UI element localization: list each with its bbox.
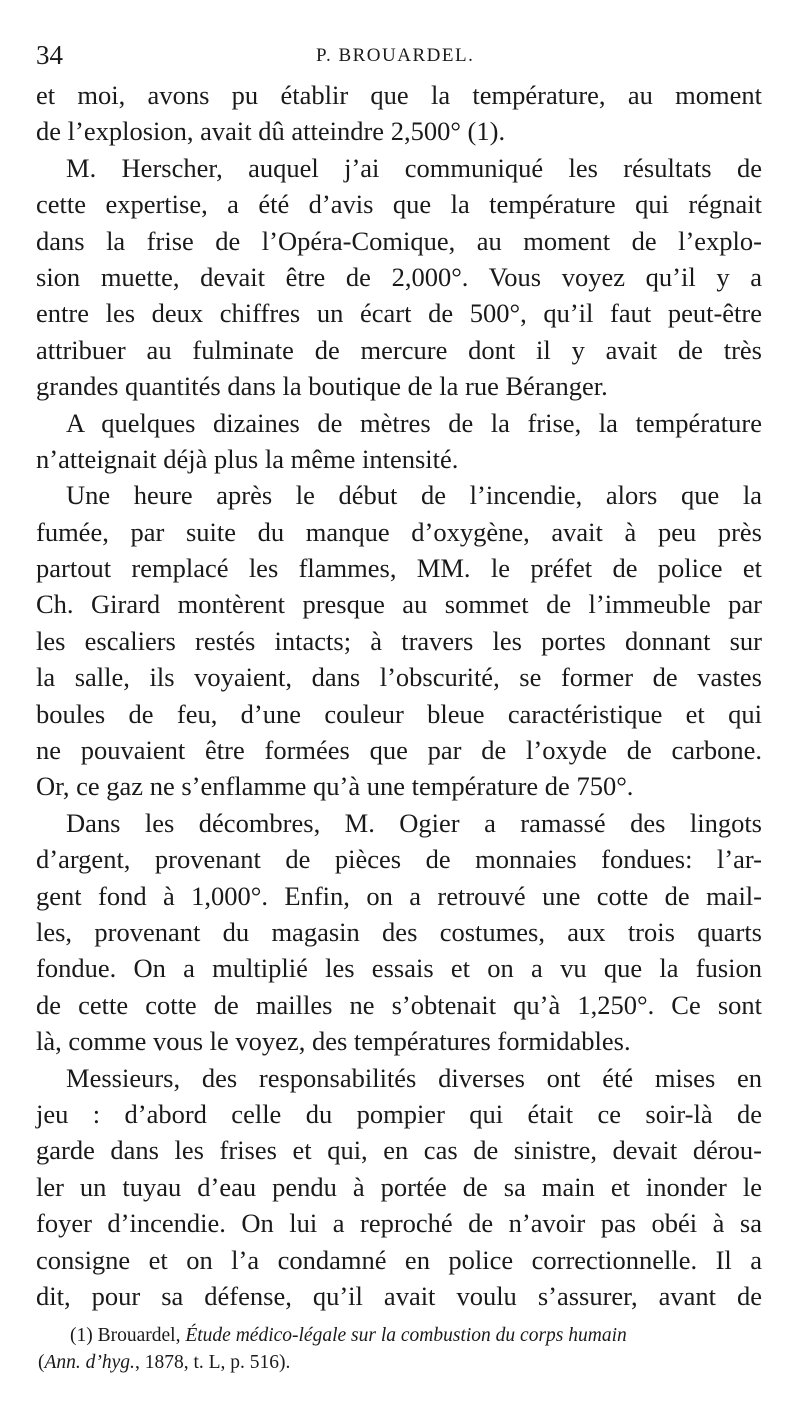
running-head: P. BROUARDEL. <box>316 45 475 66</box>
text-line: d’argent, provenant de pièces de monnaies fondues: l’ar- <box>36 844 762 875</box>
text-line: de l’explosion, avait dû atteindre 2,500° (1). <box>36 116 506 147</box>
footnote-title: Étude médico-légale sur la combustion du corps humain <box>185 1325 627 1346</box>
text-line: boules de feu, d’une couleur bleue caractéristique et qui <box>36 698 762 729</box>
text-line: ne pouvaient être formées que par de l’oxyde de carbone. <box>36 735 762 766</box>
text-line: foyer d’incendie. On lui a reproché de n’avoir pas obéi à sa <box>36 1208 762 1239</box>
footnote-line <box>38 1349 762 1376</box>
text-line: sion muette, devait être de 2,000°. Vous voyez qu’il y a <box>36 261 762 292</box>
text-line: dans la frise de l’Opéra-Comique, au moment de l’explo- <box>36 225 762 256</box>
paragraph-start: Dans les décombres, M. Ogier a ramassé des lingots <box>66 807 762 838</box>
paragraph-start: M. Herscher, auquel j’ai communiqué les résultats de <box>66 152 762 183</box>
text-line: fondue. On a multiplié les essais et on a vu que la fusion <box>36 953 762 984</box>
text-line: partout remplacé les flammes, MM. le préfet de police et <box>36 553 762 584</box>
text-line: et moi, avons pu établir que la température, au moment <box>36 80 762 110</box>
text-line: ler un tuyau d’eau pendu à portée de sa main et inonder le <box>36 1171 762 1202</box>
footnote-line <box>38 1322 762 1349</box>
text-line: jeu : d’abord celle du pompier qui était ce soir-là de <box>36 1098 762 1129</box>
text-line: Or, ce gaz ne s’enflamme qu’à une température de 750°. <box>36 771 634 802</box>
text-line: de cette cotte de mailles ne s’obtenait qu’à 1,250°. Ce sont <box>36 989 762 1020</box>
text-line: entre les deux chiffres un écart de 500°, qu’il faut peut-être <box>36 298 762 329</box>
footnote <box>38 1322 762 1376</box>
footnote-reference: (1) Brouardel, <box>70 1325 186 1346</box>
paragraph-start: Messieurs, des responsabilités diverses ont été mises en <box>66 1062 762 1093</box>
text-line: n’atteignait déjà plus la même intensité. <box>36 443 459 474</box>
text-line: grandes quantités dans la boutique de la rue Béranger. <box>36 371 608 402</box>
text-line: attribuer au fulminate de mercure dont il y avait de très <box>36 334 762 365</box>
text-line: là, comme vous le voyez, des températures formidables. <box>36 1026 631 1057</box>
text-line: dit, pour sa défense, qu’il avait voulu s’assurer, avant de <box>36 1280 762 1311</box>
text-line: les escaliers restés intacts; à travers les portes donnant sur <box>36 625 762 656</box>
text-line: les, provenant du magasin des costumes, aux trois quarts <box>36 916 762 947</box>
text-line: consigne et on l’a condamné en police correctionnelle. Il a <box>36 1244 762 1275</box>
page-number: 34 <box>36 40 63 70</box>
paragraph-start: A quelques dizaines de mètres de la frise, la température <box>66 407 762 438</box>
text-line: fumée, par suite du manque d’oxygène, avait à peu près <box>36 516 762 547</box>
text-line: la salle, ils voyaient, dans l’obscurité, se former de vastes <box>36 662 762 693</box>
text-line: garde dans les frises et qui, en cas de sinistre, devait dérou- <box>36 1135 762 1166</box>
text-line: cette expertise, a été d’avis que la température qui régnait <box>36 189 762 220</box>
body-text <box>36 77 762 1314</box>
footnote-citation: , 1878, t. L, p. 516). <box>134 1352 291 1373</box>
text-line: gent fond à 1,000°. Enfin, on a retrouvé une cotte de mail- <box>36 880 762 911</box>
text-line: Ch. Girard montèrent presque au sommet de l’immeuble par <box>36 589 762 620</box>
paragraph-start: Une heure après le début de l’incendie, alors que la <box>66 480 762 511</box>
footnote-paren: ( <box>38 1352 45 1373</box>
footnote-journal: Ann. d’hyg. <box>44 1352 135 1373</box>
page-header <box>36 40 760 70</box>
